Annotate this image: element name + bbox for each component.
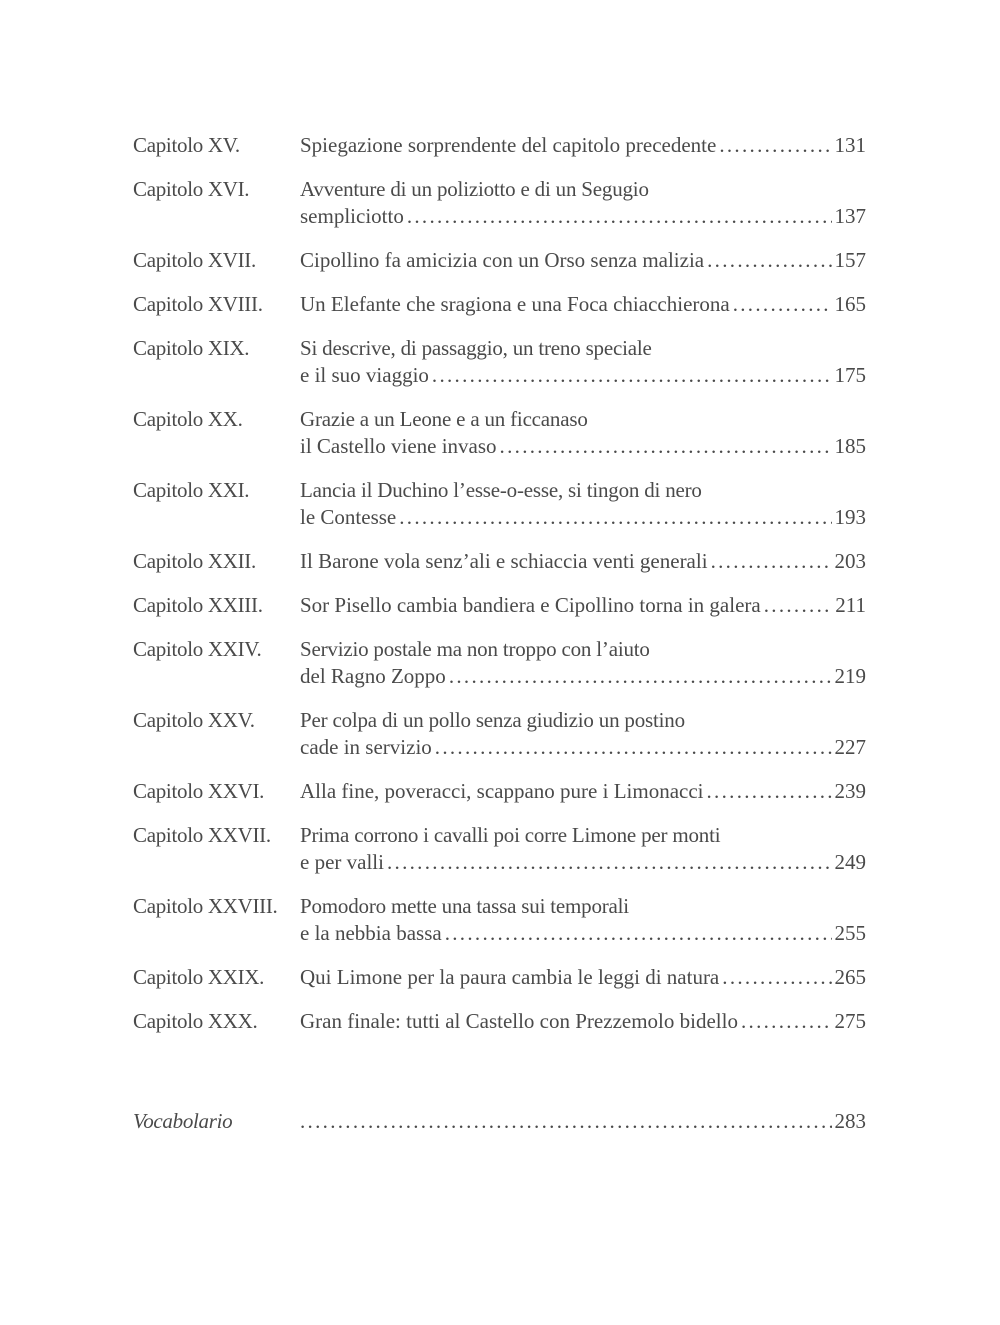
chapter-label: Capitolo XXV. [133,708,255,732]
chapter-title-line: Un Elefante che sragiona e una Foca chiacchierona [300,292,730,316]
chapter-title-block [300,335,866,389]
chapter-label: Capitolo XVII. [133,248,256,272]
page-number: 219 [834,664,866,688]
dot-leader [722,964,831,991]
page-number: 137 [834,204,866,228]
chapter-title-block [300,592,866,619]
chapter-title-line: Pomodoro mette una tassa sui temporali [300,894,629,918]
dot-leader [707,247,831,274]
chapter-title-line: le Contesse [300,505,397,529]
chapter-label: Capitolo XV. [133,133,240,157]
chapter-title-last-line [300,291,866,318]
table-of-contents [133,132,866,1152]
dot-leader [387,849,832,876]
vocabulary-line [300,1108,866,1135]
page-number: 265 [834,965,866,989]
toc-entry [133,132,866,159]
page-number: 203 [834,549,866,573]
dot-leader [741,1008,832,1035]
chapter-title-block [300,1008,866,1035]
dot-leader [435,734,832,761]
dot-leader [407,203,832,230]
toc-entry [133,964,866,991]
chapter-title-block [300,176,866,230]
chapter-title-line: il Castello viene invaso [300,434,497,458]
chapter-title-line: Prima corrono i cavalli poi corre Limone per monti [300,823,721,847]
chapter-label: Capitolo XXX. [133,1009,258,1033]
chapter-title-last-line [300,504,866,531]
page-number: 193 [834,505,866,529]
toc-entry [133,247,866,274]
dot-leader [449,663,832,690]
chapter-title-block [300,132,866,159]
chapter-title-line: Servizio postale ma non troppo con l’aiuto [300,637,650,661]
chapter-title-last-line [300,849,866,876]
chapter-title-block [300,964,866,991]
chapter-title-last-line [300,132,866,159]
chapter-title-line: Per colpa di un pollo senza giudizio un postino [300,708,685,732]
chapter-label: Capitolo XX. [133,407,243,431]
chapter-label: Capitolo XXVII. [133,823,271,847]
dot-leader [500,433,832,460]
chapter-title-last-line [300,1008,866,1035]
chapter-title-last-line [300,920,866,947]
dot-leader [432,362,832,389]
chapter-label: Capitolo XXVIII. [133,894,278,918]
chapter-title-line: Alla fine, poveracci, scappano pure i Limonacci [300,779,704,803]
toc-entry-vocabulary [133,1108,866,1135]
page-number: 283 [834,1109,866,1133]
chapter-title-last-line [300,203,866,230]
chapter-label: Capitolo XXVI. [133,779,265,803]
chapter-label: Capitolo XXIII. [133,593,263,617]
chapter-title-block [300,778,866,805]
chapter-title-line: Grazie a un Leone e a un ficcanaso [300,407,588,431]
page-number: 131 [834,133,866,157]
page-number: 185 [834,434,866,458]
chapter-label: Capitolo XXII. [133,549,256,573]
dot-leader [764,592,833,619]
chapter-title-line: Sor Pisello cambia bandiera e Cipollino torna in galera [300,593,761,617]
dot-leader [733,291,832,318]
chapter-title-last-line [300,663,866,690]
chapter-title-last-line [300,592,866,619]
chapter-label: Capitolo XXIX. [133,965,265,989]
toc-entry [133,707,866,761]
chapter-title-last-line [300,548,866,575]
page-number: 239 [834,779,866,803]
chapter-label: Capitolo XVI. [133,177,250,201]
chapter-title-line: e il suo viaggio [300,363,429,387]
chapter-title-line: e la nebbia bassa [300,921,442,945]
dot-leader [719,132,831,159]
chapter-title-last-line [300,964,866,991]
toc-entry [133,406,866,460]
chapter-title-block [300,548,866,575]
chapter-label: Capitolo XIX. [133,336,250,360]
chapter-label: Capitolo XVIII. [133,292,263,316]
chapter-title-line: Gran finale: tutti al Castello con Prezzemolo bidello [300,1009,738,1033]
toc-entry [133,477,866,531]
chapter-title-line: Il Barone vola senz’ali e schiaccia venti generali [300,549,708,573]
toc-entry [133,636,866,690]
dot-leader [707,778,832,805]
chapter-title-last-line [300,362,866,389]
chapter-title-block [300,707,866,761]
vocabulary-label: Vocabolario [133,1109,233,1133]
chapter-title-last-line [300,734,866,761]
chapter-title-last-line [300,778,866,805]
dot-leader [445,920,832,947]
dot-leader [300,1108,832,1135]
page-number: 249 [834,850,866,874]
chapter-label: Capitolo XXI. [133,478,250,502]
chapter-title-last-line [300,433,866,460]
chapter-title-block [300,247,866,274]
chapter-title-line: sempliciotto [300,204,404,228]
page-number: 157 [834,248,866,272]
page-number: 255 [834,921,866,945]
chapter-title-last-line [300,247,866,274]
toc-entry [133,893,866,947]
chapter-title-line: Spiegazione sorprendente del capitolo precedente [300,133,717,157]
chapter-title-line: del Ragno Zoppo [300,664,446,688]
toc-entry [133,335,866,389]
toc-entry [133,778,866,805]
toc-entry [133,291,866,318]
chapter-title-block [300,406,866,460]
chapter-title-line: Cipollino fa amicizia con un Orso senza malizia [300,248,705,272]
dot-leader [399,504,831,531]
chapter-title-block [300,636,866,690]
chapter-title-block [300,893,866,947]
toc-entry [133,176,866,230]
chapter-title-line: Si descrive, di passaggio, un treno speciale [300,336,652,360]
page-number: 227 [834,735,866,759]
chapter-title-block [300,477,866,531]
chapter-label: Capitolo XXIV. [133,637,262,661]
page-number: 275 [834,1009,866,1033]
chapter-title-line: Qui Limone per la paura cambia le leggi di natura [300,965,720,989]
page-number: 175 [834,363,866,387]
chapter-title-block [300,291,866,318]
chapter-title-line: e per valli [300,850,384,874]
chapter-title-line: cade in servizio [300,735,432,759]
toc-entry [133,548,866,575]
toc-entry [133,822,866,876]
toc-entry [133,592,866,619]
chapter-title-block [300,822,866,876]
page-number: 165 [834,292,866,316]
page-number: 211 [835,593,866,617]
chapter-title-line: Lancia il Duchino l’esse-o-esse, si tingon di nero [300,478,702,502]
chapter-title-line: Avventure di un poliziotto e di un Segugio [300,177,649,201]
dot-leader [711,548,832,575]
toc-entry [133,1008,866,1035]
